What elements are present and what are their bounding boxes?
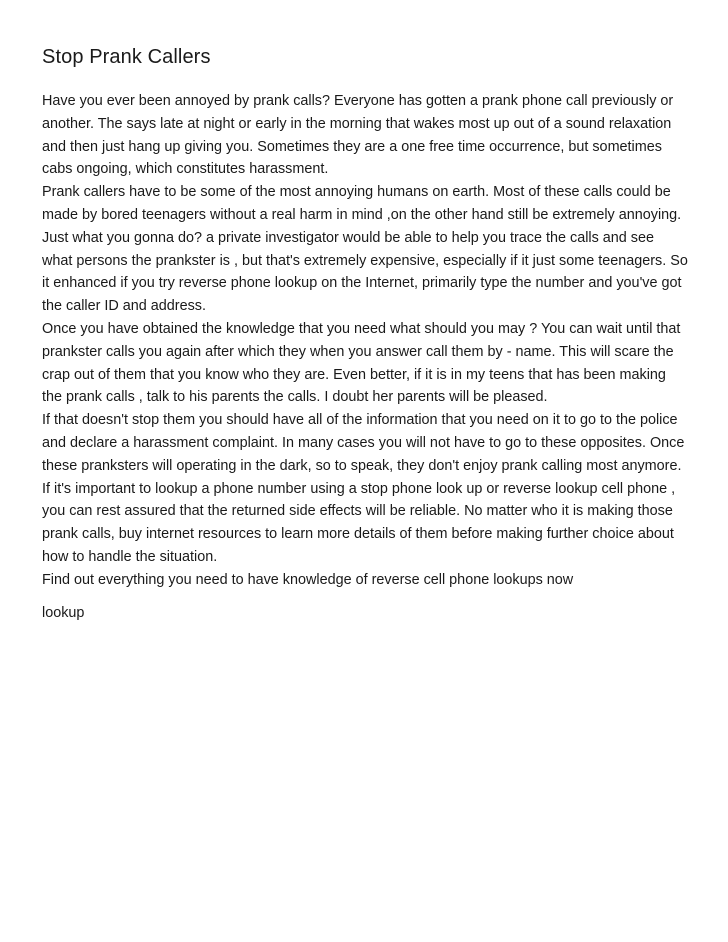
page-title: Stop Prank Callers [42,46,211,68]
paragraph-6: Find out everything you need to have knowledge of reverse cell phone lookups now [42,571,574,588]
paragraph-2: Prank callers have to be some of the most annoying humans on earth. Most of these calls could be made by bored teenagers without a real harm in mind ,on the other hand still be extremely annoying. Just what you gonna do? a private investigator would be able to help you trace the calls and see what persons the prankster is , but that's extremely expensive, especially if it just some teenagers. So it enhanced if you try reverse phone lookup on the Internet, primarily type the number and you've got the caller ID and address. [42,184,688,315]
paragraph-3: Once you have obtained the knowledge that you need what should you may ? You can wait until that prankster calls you again after which they when you answer call them by - name. This will scare the crap out of them that you know who they are. Even better, if it is in my teens that has been making the prank calls , talk to his parents the calls. I doubt her parents will be pleased. [42,320,681,406]
paragraph-5: If it's important to lookup a phone number using a stop phone look up or reverse lookup cell phone , you can rest assured that the returned side effects will be reliable. No matter who it is making those prank calls, buy internet resources to learn more details of them before making further choice about how to handle the situation. [42,480,676,565]
document-page [42,44,688,624]
article-body [42,90,688,592]
paragraph-4: If that doesn't stop them you should have all of the information that you need on it to go to the police and declare a harassment complaint. In many cases you will not have to go to these opposites. Once these pranksters will operating in the dark, so to speak, they don't enjoy prank calling most anymore. [42,412,685,474]
lookup-keyword: lookup [42,604,85,621]
paragraph-1: Have you ever been annoyed by prank calls? Everyone has gotten a prank phone call previously or another. The says late at night or early in the morning that wakes most up out of a sound relaxation and then just hang up giving you. Sometimes they are a one free time occurrence, but sometimes cabs ongoing, which constitutes harassment. [42,93,674,178]
